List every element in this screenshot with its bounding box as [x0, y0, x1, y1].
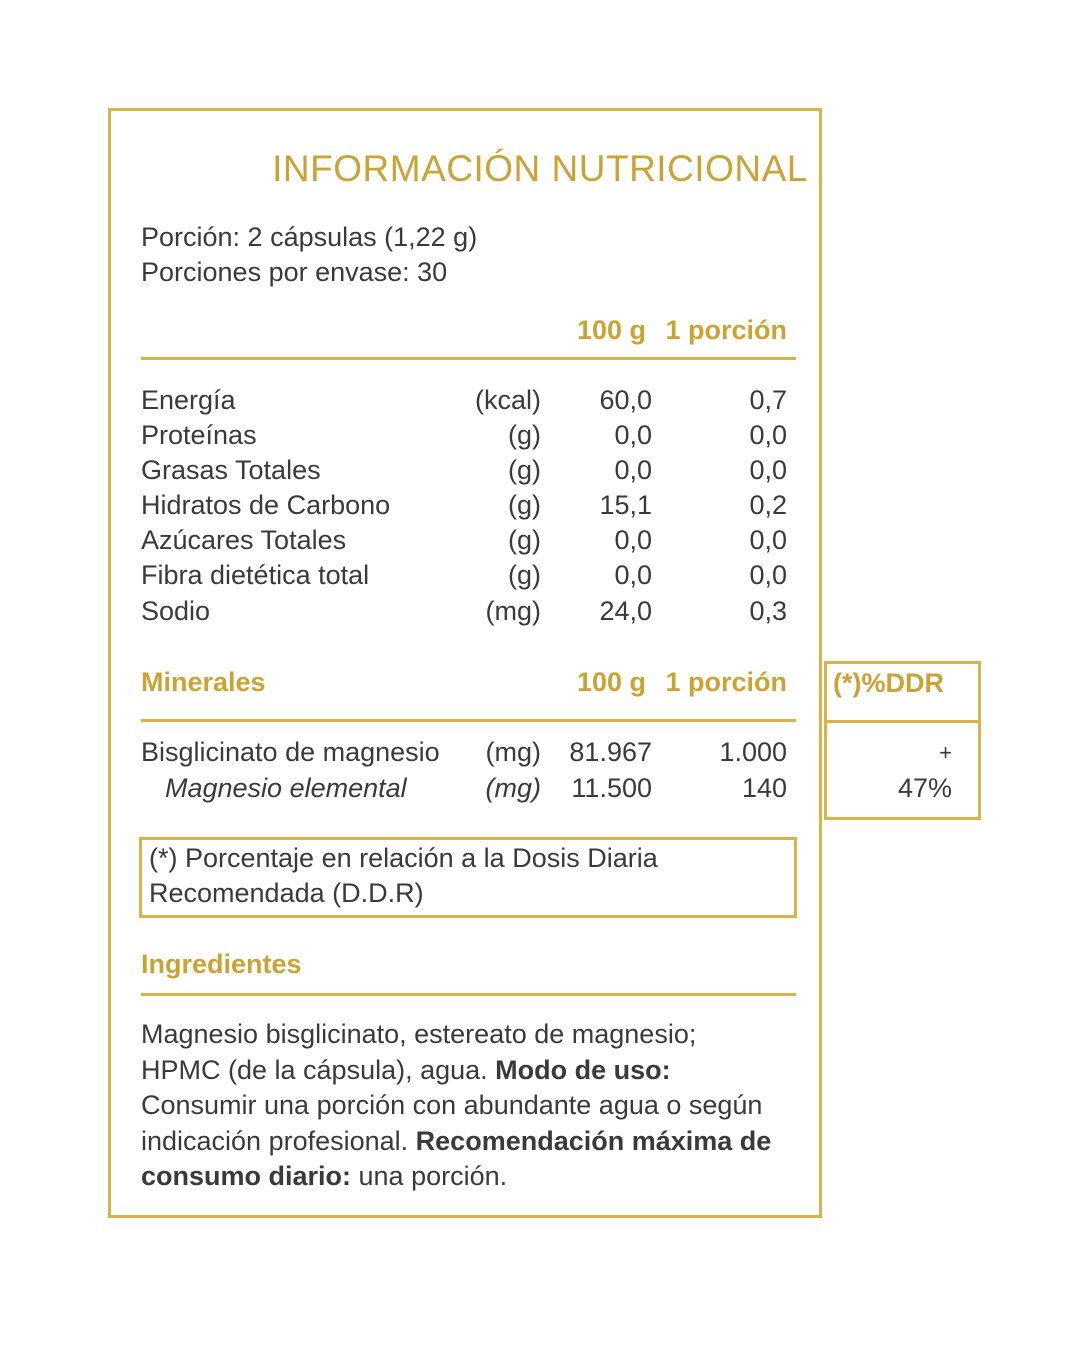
mineral-unit: (mg) [485, 737, 541, 767]
nutrient-name: Fibra dietética total [141, 560, 370, 590]
mineral-portion: 1.000 [719, 737, 787, 767]
table-row [0, 558, 1080, 593]
minerals-heading: Minerales [141, 667, 266, 697]
mineral-per100: 81.967 [569, 737, 652, 767]
nutrient-unit: (kcal) [475, 385, 541, 415]
mineral-ddr: + [939, 740, 952, 765]
nutrient-name: Hidratos de Carbono [141, 490, 391, 520]
servings-per-pack: Porciones por envase: 30 [141, 257, 448, 287]
nutrient-unit: (g) [508, 420, 541, 450]
header-divider [141, 357, 796, 360]
nutrient-per100: 60,0 [599, 385, 652, 415]
nutrient-portion: 0,2 [749, 490, 787, 520]
nutrient-name: Azúcares Totales [141, 525, 347, 555]
ddr-note-line2: Recomendada (D.D.R) [149, 878, 424, 908]
ingredients-divider [141, 993, 796, 996]
ddr-heading: (*)%DDR [833, 668, 944, 698]
nutrient-portion: 0,0 [749, 455, 787, 485]
max-dose-text: una porción. [351, 1161, 508, 1191]
nutrition-header [0, 313, 1080, 348]
nutrient-name: Proteínas [141, 420, 257, 450]
ddr-divider [824, 720, 981, 723]
mineral-name: Magnesio elemental [165, 773, 407, 803]
mineral-unit: (mg) [485, 773, 541, 803]
minerals-col-100g: 100 g [577, 667, 647, 697]
nutrient-per100: 0,0 [614, 525, 652, 555]
mineral-name: Bisglicinato de magnesio [141, 737, 440, 767]
nutrient-unit: (g) [508, 455, 541, 485]
table-row [0, 735, 1080, 770]
col-100g-header: 100 g [577, 315, 647, 345]
nutrient-per100: 15,1 [599, 490, 652, 520]
nutrient-portion: 0,0 [749, 525, 787, 555]
mineral-ddr: 47% [897, 773, 952, 803]
table-row [0, 594, 1080, 629]
serving-size: Porción: 2 cápsulas (1,22 g) [141, 222, 478, 252]
ingredients-heading: Ingredientes [141, 949, 302, 979]
nutrient-name: Grasas Totales [141, 455, 321, 485]
mineral-portion: 140 [741, 773, 787, 803]
minerals-col-portion: 1 porción [665, 667, 787, 697]
nutrient-name: Sodio [141, 596, 211, 626]
nutrient-per100: 24,0 [599, 596, 652, 626]
ingredients-text [141, 1017, 781, 1195]
table-row [0, 771, 1080, 806]
nutrient-per100: 0,0 [614, 420, 652, 450]
nutrient-name: Energía [141, 385, 236, 415]
nutrient-portion: 0,0 [749, 560, 787, 590]
nutrient-unit: (g) [508, 490, 541, 520]
table-row [0, 418, 1080, 453]
nutrient-unit: (mg) [485, 596, 541, 626]
table-row [0, 488, 1080, 523]
table-row [0, 523, 1080, 558]
nutrient-portion: 0,7 [749, 385, 787, 415]
nutrient-unit: (g) [508, 560, 541, 590]
mineral-per100: 11.500 [571, 773, 652, 803]
table-row [0, 453, 1080, 488]
table-row [0, 383, 1080, 418]
nutrient-per100: 0,0 [614, 560, 652, 590]
nutrient-portion: 0,0 [749, 420, 787, 450]
minerals-divider [141, 719, 796, 722]
page-title: INFORMACIÓN NUTRICIONAL [272, 148, 808, 189]
col-portion-header: 1 porción [665, 315, 787, 345]
usage-text: Consumir una porción con abundante agua o según indicación profesional. [141, 1090, 763, 1156]
nutrient-per100: 0,0 [614, 455, 652, 485]
nutrient-unit: (g) [508, 525, 541, 555]
ddr-note-line1: (*) Porcentaje en relación a la Dosis Diaria [149, 843, 658, 873]
nutrient-portion: 0,3 [749, 596, 787, 626]
max-dose-label: Recomendación máxima de consumo diario: [141, 1125, 772, 1191]
ingredients-list: Magnesio bisglicinato, estereato de magnesio; HPMC (de la cápsula), agua. [141, 1019, 697, 1085]
usage-label: Modo de uso: [495, 1054, 671, 1085]
